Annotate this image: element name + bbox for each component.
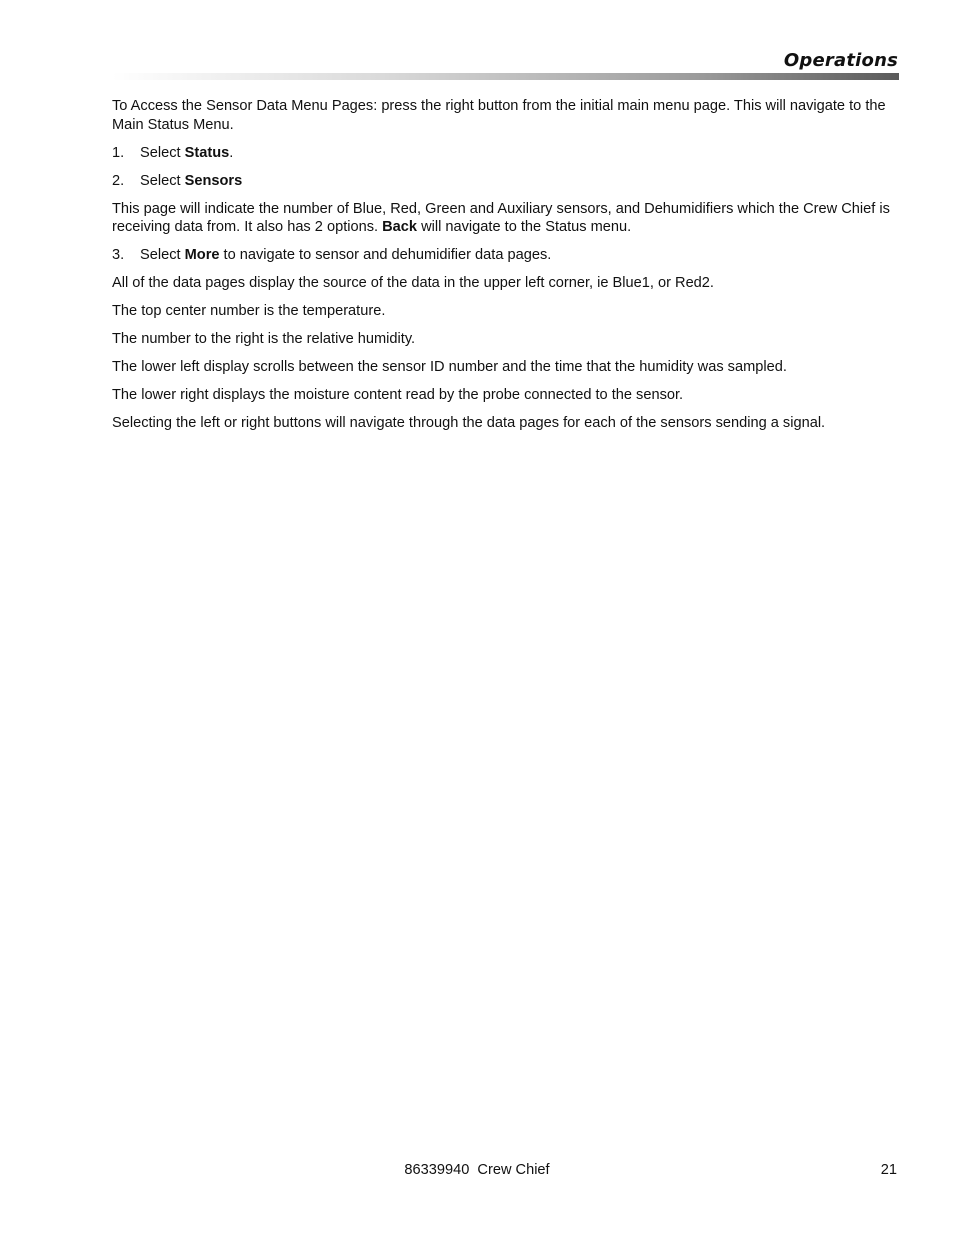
intro-paragraph: To Access the Sensor Data Menu Pages: press the right button from the initial main menu page. This will navigate to the Main Status Menu. (112, 98, 886, 133)
header-divider (112, 73, 899, 80)
step-text: Select Status. (140, 144, 234, 161)
step-number: 3. (112, 247, 125, 263)
temperature-paragraph: The top center number is the temperature. (112, 303, 386, 319)
step-number: 2. (112, 172, 125, 189)
menu-option-back: Back (382, 219, 418, 235)
step-1 (112, 144, 902, 163)
step-2 (112, 172, 902, 191)
step-3 (112, 246, 902, 265)
section-title: Operations (783, 50, 898, 71)
step-text: Select Sensors (140, 172, 243, 189)
menu-option-status: Status (184, 144, 230, 161)
menu-option-more: More (184, 247, 220, 263)
document-body (112, 97, 902, 442)
humidity-paragraph: The number to the right is the relative humidity. (112, 331, 416, 347)
footer-doc-id: 86339940 Crew Chief (404, 1162, 550, 1178)
page-number: 21 (880, 1162, 897, 1178)
lower-right-paragraph: The lower right displays the moisture content read by the probe connected to the sensor. (112, 387, 684, 403)
step-text: Select More to navigate to sensor and dehumidifier data pages. (140, 247, 552, 263)
step-number: 1. (112, 144, 125, 161)
sensors-paragraph: This page will indicate the number of Blue, Red, Green and Auxiliary sensors, and Dehumidifiers which the Crew Chief is receiving data from. It also has 2 options. Back will navigate to the Status menu. (112, 200, 890, 235)
menu-option-sensors: Sensors (184, 172, 243, 189)
navigation-paragraph: Selecting the left or right buttons will navigate through the data pages for each of the sensors sending a signal. (112, 415, 826, 431)
lower-left-paragraph: The lower left display scrolls between the sensor ID number and the time that the humidity was sampled. (112, 359, 787, 375)
data-source-paragraph: All of the data pages display the source of the data in the upper left corner, ie Blue1, or Red2. (112, 275, 714, 291)
